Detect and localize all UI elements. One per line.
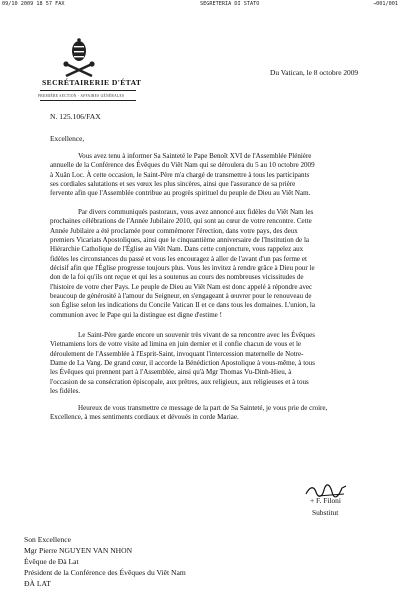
- text-line: fidèles les circonstances du passé et vous les encouragez à aller de l'avant d'un pas ferme et: [50, 254, 307, 263]
- body-paragraph-2: [50, 208, 370, 320]
- text-line: l'occasion de sa consécration épiscopale, aux prêtres, aux religieux, aux religieuses et à tous: [50, 377, 309, 386]
- recipient-line: Président de la Conférence des Évêques du Viêt Nam: [24, 568, 186, 577]
- text-line: Vous avez tenu à informer Sa Sainteté le Pape Benoît XVI de l'Assemblée Plénière: [78, 152, 312, 160]
- text-line: son Église selon les indications du Concile Vatican II et ce dans tous les domaines. L'union, la: [50, 301, 315, 310]
- section-subtitle: PREMIÈRE SECTION - AFFAIRES GÉNÉRALES: [38, 94, 125, 98]
- fax-transmission-header: [0, 0, 402, 9]
- text-line: Dame de La Vang. De grand cœur, il accorde la Bénédiction Apostolique à vous-même, à tous: [50, 359, 315, 368]
- body-paragraph-3: [50, 331, 370, 396]
- text-line: communion avec le Pape qui la distingue est digne d'estime !: [50, 310, 222, 319]
- text-line: annuelle de la Conférence des Évêques du Viêt Nam qui se déroulera du 5 au 10 octobre 2009: [50, 161, 315, 170]
- text-line: les Évêques qui prennent part à l'Assemblée, ainsi qu'à Mgr Thomas Vu-Dinh-Hieu, à: [50, 368, 292, 377]
- recipient-line: Évêque de Đà Lat: [24, 557, 79, 566]
- text-line: les fidèles.: [50, 387, 81, 396]
- text-line: l'histoire de votre cher Pays. Le peuple de Dieu au Viêt Nam est donc appelé à répondre avec: [50, 282, 313, 291]
- text-line: don de la foi qu'ils ont reçue et qui les a soutenus au cours des nombreuses vicissitudes de: [50, 273, 304, 282]
- recipient-line: ĐÀ LAT: [24, 579, 51, 588]
- secretariat-title: SECRÉTAIRERIE D'ÉTAT: [42, 78, 142, 87]
- fax-date-time: 09/10 2009 18 57 FAX: [2, 1, 65, 7]
- letterhead-rule: [40, 90, 136, 91]
- text-line: premiers Vicariats Apostoliques, ainsi que le cinquantième anniversaire de l'Institution de la: [50, 236, 310, 245]
- text-line: Heureux de vous transmettre ce message de la part de Sa Sainteté, je vous prie de croire,: [78, 404, 328, 412]
- text-line: Année Jubilaire a été proclamée pour commémorer l'érection, dans votre pays, des deux: [50, 226, 298, 235]
- papal-emblem-icon: [62, 38, 96, 78]
- text-line: déroulement de l'Assemblée à l'Esprit-Saint, invoquant l'intercession maternelle de Notre-: [50, 349, 304, 358]
- body-paragraph-1: [50, 152, 370, 199]
- fax-page-count: →001/001: [373, 1, 398, 7]
- recipient-line: Mgr Pierre NGUYEN VAN NHON: [24, 546, 133, 555]
- text-line: Par divers communiqués pastoraux, vous avez annoncé aux fidèles du Viêt Nam les: [78, 208, 314, 216]
- text-line: beaucoup de générosité à l'amour du Seigneur, en s'engageant à œuvrer pour le renouveau de: [50, 292, 312, 301]
- text-line: prochaines célébrations de l'Année Jubilaire 2010, qui sont au cœur de votre rencontre. Cette: [50, 217, 312, 226]
- fax-sender: SEGRETERIA DI STATO: [200, 1, 260, 7]
- text-line: décisif afin que l'Église progresse toujours plus. Vous les invitez à rendre grâce à Dieu pour le: [50, 264, 315, 273]
- text-line: fervente afin que l'Assemblée contribue au progrès spirituel du peuple de Dieu au Viêt Nam.: [50, 189, 311, 198]
- reference-number: N. 125.106/FAX: [50, 112, 101, 121]
- place-date: Du Vatican, le 8 octobre 2009: [270, 68, 359, 77]
- salutation: Excellence,: [50, 134, 85, 143]
- text-line: Vietnamiens lors de votre visite ad limina en juin dernier et il confie chacun de vous et le: [50, 340, 302, 349]
- signer-title: Substitut: [312, 508, 339, 517]
- body-paragraph-4: [50, 404, 370, 423]
- recipient-line: Son Excellence: [24, 535, 72, 544]
- text-line: Le Saint-Père garde encore un souvenir très vivant de sa rencontre avec les Évêques: [78, 331, 315, 339]
- letterhead-rule: [40, 100, 136, 101]
- text-line: Hiérarchie Catholique de l'Église au Viêt Nam. Dans cette conjoncture, vous rappelez aux: [50, 245, 304, 254]
- text-line: à Xuân Loc. À cette occasion, le Saint-Père m'a chargé de transmettre à tous les participants: [50, 170, 310, 179]
- signer-name: + F. Filoni: [310, 496, 341, 505]
- text-line: ses cordiales salutations et ses vœux les plus sincères, ainsi que l'assurance de sa prière: [50, 180, 296, 189]
- text-line: Excellence, à mes sentiments cordiaux et dévoués in corde Mariae.: [50, 413, 239, 422]
